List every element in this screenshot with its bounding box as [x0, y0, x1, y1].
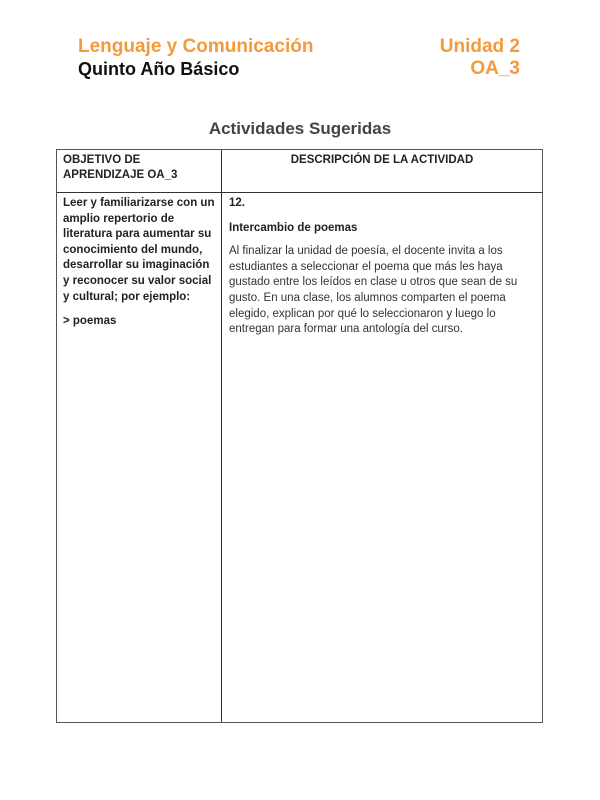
section-title: Actividades Sugeridas — [208, 119, 392, 138]
objective-item: > poemas — [63, 315, 117, 328]
objective-text: Leer y familiarizarse con un amplio repertorio de literatura para aumentar su conocimiento del mundo, desarrollar su imaginación y reconocer su valor social y cultural; por ejemplo: — [63, 197, 215, 303]
activity-title: Intercambio de poemas — [229, 221, 358, 234]
activity-cell — [229, 196, 539, 338]
grade-level: Quinto Año Básico — [78, 59, 240, 79]
objective-cell — [63, 196, 218, 339]
oa-label: OA_3 — [470, 58, 520, 79]
activities-table — [56, 149, 543, 723]
unit-label: Unidad 2 — [439, 36, 520, 57]
header-divider — [57, 192, 542, 193]
column-header-description: DESCRIPCIÓN DE LA ACTIVIDAD — [290, 154, 474, 166]
column-divider — [221, 150, 222, 722]
subject-title: Lenguaje y Comunicación — [78, 36, 314, 57]
column-header-objective: OBJETIVO DE APRENDIZAJE OA_3 — [63, 154, 178, 181]
activity-description: Al finalizar la unidad de poesía, el docente invita a los estudiantes a seleccionar el poema que más les haya gustado entre los leídos en clase u otros que sean de su gusto. En una clase, los alumnos comparten el poema elegido, explican por qué lo seleccionaron y luego lo entregan para formar una antología del curso. — [229, 245, 518, 336]
document-header-left — [78, 36, 313, 80]
activity-number: 12. — [229, 197, 245, 209]
document-header-right — [440, 36, 520, 80]
